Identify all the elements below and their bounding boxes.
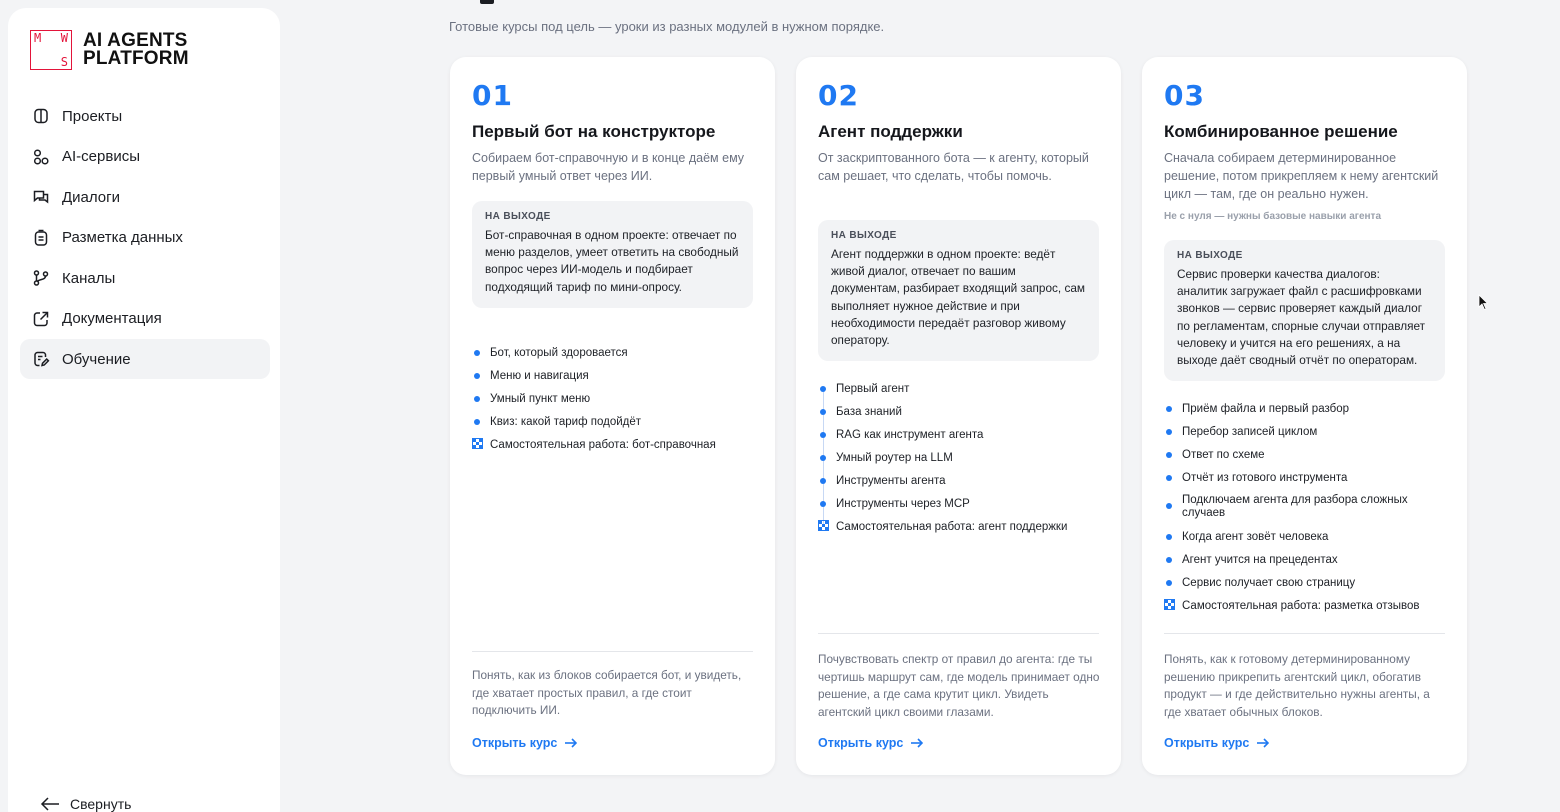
sidebar-item-learning[interactable] (20, 339, 270, 379)
course-card-3 (1142, 57, 1467, 775)
card-divider (818, 633, 1099, 634)
arrow-right-icon (1256, 738, 1269, 748)
open-course-button[interactable]: Открыть курс (472, 736, 577, 750)
lesson-item[interactable]: Меню и навигация (472, 368, 762, 391)
course-number: 03 (1164, 79, 1205, 112)
course-title: Агент поддержки (818, 122, 963, 141)
documentation-icon (32, 310, 50, 328)
lesson-item[interactable]: RAG как инструмент агента (818, 427, 1108, 450)
course-card-2 (796, 57, 1121, 775)
projects-icon (32, 107, 50, 125)
open-course-button[interactable]: Открыть курс (818, 736, 923, 750)
course-description: Собираем бот-справочную и в конце даём ему первый умный ответ через ИИ. (472, 151, 745, 183)
output-text: Сервис проверки качества диалогов: аналитик загружает файл с расшифровками звонков — сервис проверяет каждый диалог по регламентам, спорные случаи отправляет человеку и учится на его решениях, а на выходе даёт сводный отчёт по операторам. (1177, 267, 1426, 368)
course-outcome: Почувствовать спектр от правил до агента: где ты чертишь маршрут сам, где модель принимает одно решение, а где сама крутит цикл. Увидеть агентский цикл своими глазами. (818, 652, 1100, 719)
bullet-dot (1166, 580, 1172, 586)
lesson-item[interactable]: Умный пункт меню (472, 391, 762, 414)
course-description: Сначала собираем детерминированное решение, потом прикрепляем к нему агентский цикл — там, где он реально нужен. (1164, 151, 1439, 201)
lesson-item[interactable]: База знаний (818, 404, 1108, 427)
mouse-cursor-icon (1478, 294, 1488, 311)
course-description: От заскриптованного бота — к агенту, который сам решает, что сделать, чтобы помочь. (818, 151, 1089, 183)
output-text: Агент поддержки в одном проекте: ведёт живой диалог, отвечает по вашим документам, разбирает входящий запрос, сам выполняет нужное действие и при необходимости передаёт разговор живому оператору. (831, 247, 1086, 348)
logo[interactable] (30, 30, 189, 70)
lesson-final-item[interactable]: Самостоятельная работа: агент поддержки (818, 519, 1108, 542)
lesson-item[interactable]: Отчёт из готового инструмента (1164, 470, 1454, 493)
output-label: НА ВЫХОДЕ (1177, 250, 1243, 261)
lesson-final-item[interactable]: Самостоятельная работа: бот-справочная (472, 437, 762, 460)
bullet-dot (1166, 475, 1172, 481)
sidebar-item-label: Каналы (62, 269, 116, 287)
flag-icon (472, 438, 483, 449)
dialogs-icon (32, 188, 50, 206)
lesson-list (472, 345, 762, 460)
lesson-item[interactable]: Бот, который здоровается (472, 345, 762, 368)
bullet-dot (1166, 557, 1172, 563)
output-label: НА ВЫХОДЕ (485, 211, 551, 222)
course-output-box (818, 220, 1099, 361)
bullet-dot (474, 396, 480, 402)
sidebar-item-label: Разметка данных (62, 229, 183, 246)
bullet-dot (474, 419, 480, 425)
sidebar-item-ai-services[interactable] (20, 137, 270, 177)
course-output-box (472, 201, 753, 308)
open-course-button[interactable]: Открыть курс (1164, 736, 1269, 750)
card-divider (472, 651, 753, 652)
lesson-item[interactable]: Перебор записей циклом (1164, 424, 1454, 447)
course-prerequisite-note: Не с нуля — нужны базовые навыки агента (1164, 211, 1382, 222)
sidebar-item-label: Документация (62, 310, 162, 327)
course-output-box (1164, 240, 1445, 381)
lesson-item[interactable]: Когда агент зовёт человека (1164, 529, 1454, 552)
lesson-list (818, 381, 1108, 542)
sidebar (8, 8, 280, 812)
lesson-final-item[interactable]: Самостоятельная работа: разметка отзывов (1164, 598, 1454, 621)
channels-icon (32, 269, 50, 287)
sidebar-item-label: Обучение (62, 350, 131, 368)
lesson-item[interactable]: Первый агент (818, 381, 1108, 404)
flag-icon (1164, 599, 1175, 610)
output-label: НА ВЫХОДЕ (831, 230, 897, 241)
lesson-item[interactable]: Подключаем агента для разбора сложных случаев (1164, 493, 1454, 529)
lesson-item[interactable]: Сервис получает свою страницу (1164, 575, 1454, 598)
arrow-right-icon (910, 738, 923, 748)
output-text: Бот-справочная в одном проекте: отвечает по меню разделов, умеет ответить на свободный вопрос через ИИ-модель и подбирает подходящий тариф по мини-опросу. (485, 228, 739, 294)
bullet-dot (1166, 534, 1172, 540)
course-card-1 (450, 57, 775, 775)
lesson-item[interactable]: Инструменты через MCP (818, 496, 1108, 519)
lesson-item[interactable]: Агент учится на прецедентах (1164, 552, 1454, 575)
bullet-dot (1166, 429, 1172, 435)
course-title: Комбинированное решение (1164, 122, 1398, 141)
sidebar-item-label: Проекты (62, 107, 123, 125)
page-title-fragment (480, 0, 494, 4)
data-markup-icon (32, 229, 50, 247)
sidebar-item-channels[interactable] (20, 258, 270, 298)
collapse-label: Свернуть (70, 796, 132, 812)
arrow-right-icon (564, 738, 577, 748)
course-number: 02 (818, 79, 859, 112)
bullet-dot (1166, 503, 1172, 509)
sidebar-item-dialogs[interactable] (20, 177, 270, 217)
learning-icon (32, 350, 50, 368)
bullet-dot (1166, 406, 1172, 412)
ai-services-icon (32, 148, 50, 166)
lesson-item[interactable]: Квиз: какой тариф подойдёт (472, 414, 762, 437)
lesson-item[interactable]: Инструменты агента (818, 473, 1108, 496)
sidebar-item-label: AI-сервисы (62, 148, 140, 165)
bullet-dot (1166, 452, 1172, 458)
lesson-item[interactable]: Ответ по схеме (1164, 447, 1454, 470)
lesson-item[interactable]: Приём файла и первый разбор (1164, 401, 1454, 424)
page-subtitle: Готовые курсы под цель — уроки из разных модулей в нужном порядке. (449, 19, 885, 34)
bullet-dot (474, 350, 480, 356)
logo-text: AI AGENTS PLATFORM (83, 30, 189, 69)
sidebar-item-data-markup[interactable] (20, 218, 270, 258)
arrow-left-icon (40, 797, 60, 811)
sidebar-item-projects[interactable] (20, 96, 270, 136)
lesson-list (1164, 401, 1454, 621)
course-title: Первый бот на конструкторе (472, 122, 716, 141)
course-number: 01 (472, 79, 513, 112)
sidebar-item-label: Диалоги (62, 188, 120, 206)
mws-logo-mark: M W S (30, 30, 72, 70)
course-outcome: Понять, как из блоков собирается бот, и увидеть, где хватает простых правил, а где стоит подключить ИИ. (472, 668, 742, 717)
sidebar-item-documentation[interactable] (20, 299, 270, 339)
flag-icon (818, 520, 829, 531)
sidebar-nav (20, 96, 270, 380)
card-divider (1164, 633, 1445, 634)
collapse-sidebar-button[interactable] (40, 796, 131, 812)
bullet-dot (474, 373, 480, 379)
course-outcome: Понять, как к готовому детерминированному решению прикрепить агентский цикл, обогатив продукт — и где действительно нужны агенты, а где хватает обычных блоков. (1164, 652, 1430, 719)
lesson-item[interactable]: Умный роутер на LLM (818, 450, 1108, 473)
